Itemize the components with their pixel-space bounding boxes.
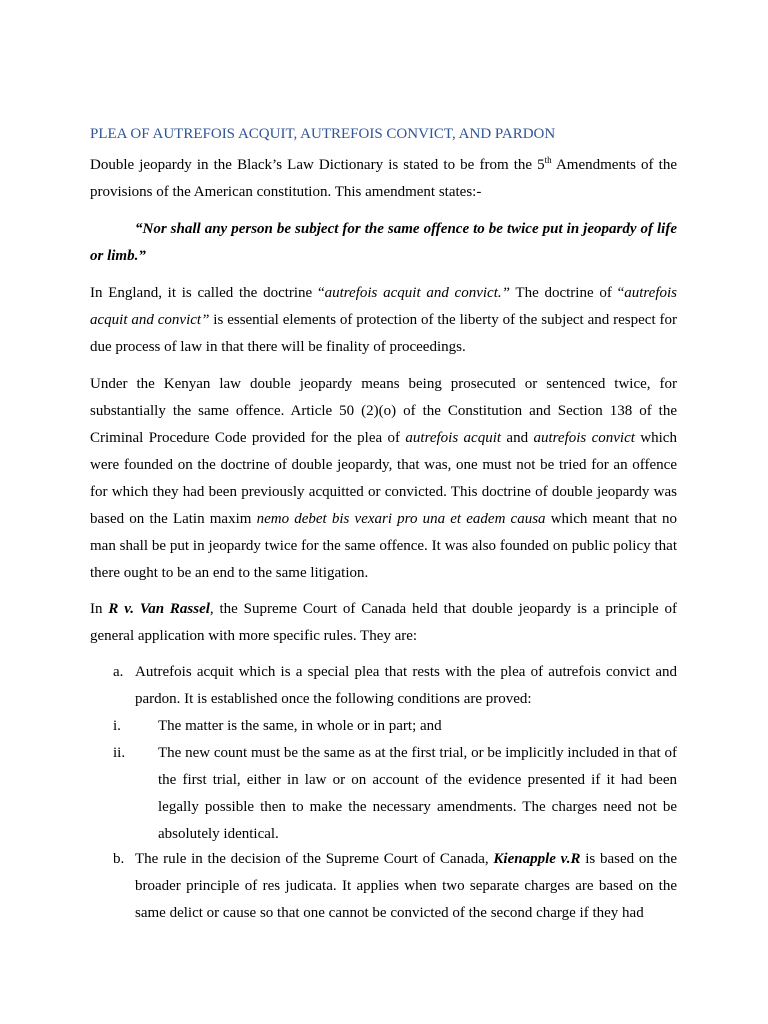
paragraph-kenya: [90, 371, 677, 587]
kienapple-text: The rule in the decision of the Supreme Court of Canada,: [135, 851, 494, 867]
england-text: In England, it is called the doctrine “: [90, 285, 325, 301]
list-item-text: Autrefois acquit which is a special plea that rests with the plea of autrefois convict and pardon. It is established once the following conditions are proved:: [135, 664, 677, 707]
list-item-text: [135, 846, 677, 927]
list-marker: b.: [113, 851, 125, 867]
list-marker: a.: [113, 664, 124, 680]
case-name: R v. Van Rassel: [108, 601, 210, 617]
england-text: is essential elements of protection of the liberty of the subject and respect for due process of law in that there will be finality of proceedings.: [90, 312, 677, 355]
case-name: Kienapple v.R: [493, 851, 581, 867]
ordinal-suffix: th: [544, 155, 552, 165]
paragraph-van-rassel: [90, 596, 677, 650]
england-text: The doctrine of “: [509, 285, 625, 301]
intro-text: Double jeopardy in the Black’s Law Dictionary is stated to be from the 5: [90, 157, 545, 173]
kenya-text: which meant that no man shall be put in jeopardy twice for the same offence. It was also founded on public policy that there ought to be an end to the same litigation.: [90, 511, 677, 581]
kenya-text: which were founded on the doctrine of double jeopardy, that was, one must not be tried for an offence for which they had been previously acquitted or convicted. This doctrine of double jeopardy was based on the Latin maxim: [90, 430, 677, 527]
van-rassel-text: In: [90, 601, 109, 617]
paragraph-england: [90, 280, 677, 361]
kenya-text: Under the Kenyan law double jeopardy means being prosecuted or sentenced twice, for substantially the same offence. Article 50 (2)(o) of the Constitution and Section 138 of the Criminal Procedure Code provided for the plea of: [90, 376, 677, 446]
list-item-text: The new count must be the same as at the first trial, or be implicitly included in that of the first trial, either in law or on account of the evidence presented if it had been legally possible then to make the necessary amendments. The charges need not be absolutely identical.: [158, 745, 677, 842]
doctrine-term: autrefois acquit and convict”: [90, 285, 678, 328]
plea-term: autrefois convict: [533, 430, 635, 446]
kienapple-text: is based on the broader principle of res judicata. It applies when two separate charges are based on the same delict or cause so that one cannot be convicted of the second charge if they had: [135, 851, 677, 921]
latin-maxim: nemo debet bis vexari pro una et eadem causa: [256, 511, 546, 527]
kenya-text: and: [501, 430, 534, 446]
intro-text-continued: Amendments of the provisions of the American constitution. This amendment states:-: [90, 157, 677, 200]
doctrine-term: autrefois acquit and convict.”: [324, 285, 510, 301]
plea-term: autrefois acquit: [405, 430, 502, 446]
amendment-quote: “Nor shall any person be subject for the same offence to be twice put in jeopardy of life or limb.”: [90, 221, 677, 264]
list-item-text: The matter is the same, in whole or in part; and: [158, 718, 442, 734]
paragraph-intro: [90, 152, 677, 206]
section-heading: PLEA OF AUTREFOIS ACQUIT, AUTREFOIS CONVICT, AND PARDON: [90, 126, 556, 142]
van-rassel-text: , the Supreme Court of Canada held that double jeopardy is a principle of general application with more specific rules. They are:: [90, 601, 677, 644]
list-marker: i.: [113, 718, 121, 734]
list-marker: ii.: [113, 745, 126, 761]
